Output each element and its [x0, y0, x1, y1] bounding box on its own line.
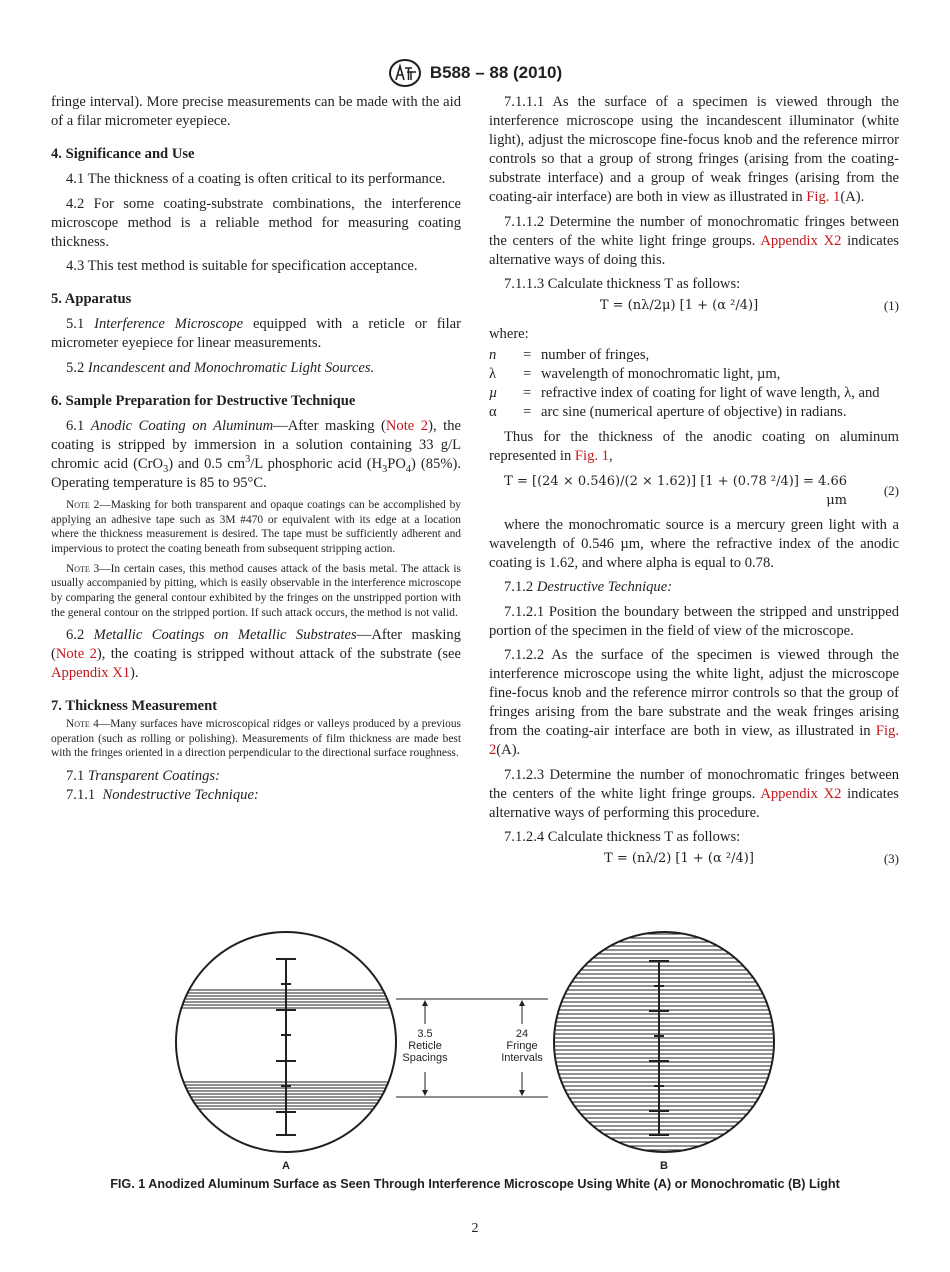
- paragraph-continuation: fringe interval). More precise measurements can be made with the aid of a filar micrometer eyepiece.: [51, 94, 461, 129]
- section-5-heading: 5. Apparatus: [51, 291, 132, 307]
- definition-row: µ = refractive index of coating for light of wave length, λ, and: [489, 385, 880, 401]
- figure-caption: FIG. 1 Anodized Aluminum Surface as Seen Through Interference Microscope Using White (A) or Monochromatic (B) Light: [110, 1177, 840, 1191]
- paragraph-7-1-1-3: 7.1.1.3 Calculate thickness T as follows:: [504, 276, 741, 292]
- figure-label-a: A: [282, 1160, 290, 1172]
- equation-3: T = (nλ/2) [1 + (α ²/4)] (3): [604, 851, 899, 866]
- paragraph-7-1-1-1: 7.1.1.1 As the surface of a specimen is viewed through the interference microscope using the incandescent illuminator (white light), adjust the microscope fine-focus knob and the reference mirror controls so that a group of strong fringes (arising from the coating-substrate interface) and a group of weak fringes (arising from the coating-air interface) are both in view as illustrated in Fig. 1(A).: [489, 94, 899, 205]
- paragraph-6-2: 6.2 Metallic Coatings on Metallic Substrates—After masking (Note 2), the coating is stripped without attack of the substrate (see Appendix X1).: [51, 627, 461, 682]
- page-header: [0, 58, 950, 93]
- fringe-intervals-label: 24 Fringe Intervals: [501, 1028, 543, 1064]
- paragraph-7-1-1: 7.1.1 Nondestructive Technique:: [66, 787, 259, 804]
- where-label: where:: [489, 326, 529, 342]
- paragraph-7-1-2-1: 7.1.2.1 Position the boundary between the stripped and unstripped portion of the specimen in the field of view of the microscope.: [489, 603, 899, 639]
- appendix-x1-link[interactable]: Appendix X1: [51, 665, 131, 682]
- equation-2: T = [(24 × 0.546)/(2 × 1.62)] [1 + (0.78 ²/4)] = 4.66 μm (2): [504, 473, 899, 508]
- definition-row: α = arc sine (numerical aperture of objective) in radians.: [489, 404, 847, 420]
- equation-1: T = (nλ/2μ) [1 + (α ²/4)] (1): [599, 298, 899, 313]
- figure-label-b: B: [660, 1160, 668, 1172]
- fig-1-link[interactable]: Fig. 1: [806, 189, 841, 205]
- note-4: Note 4—Many surfaces have microscopical ridges or valleys produced by a previous operation (such as rolling or polishing). Measurements of film thickness are made best with the fringes oriented in a direction perpendicular to the directional surface roughness.: [51, 718, 461, 760]
- paragraph-mercury-source: where the monochromatic source is a mercury green light with a wavelength of 0.546 µm, where the refractive index of the anodic coating is 1.62, and where alpha is equal to 0.78.: [489, 516, 899, 571]
- section-7-heading: 7. Thickness Measurement: [51, 698, 218, 715]
- definition-row: n = number of fringes,: [489, 347, 650, 363]
- standard-designation: B588 – 88 (2010): [429, 63, 563, 82]
- figure-1-drawing: [0, 912, 950, 1182]
- note-2-link[interactable]: Note 2: [55, 646, 97, 663]
- note-2-link[interactable]: Note 2: [385, 417, 429, 434]
- appendix-x2-link[interactable]: Appendix X2: [760, 232, 842, 249]
- symbol-definitions: [489, 346, 880, 422]
- paragraph-6-1: 6.1 Anodic Coating on Aluminum—After masking (Note 2), the coating is stripped by immersion in a solution containing 33 g/L chromic acid (CrO$_3$) and 0.5 $cm^3/L$ phosphoric acid $(H_3PO_4)$ (85%). Operating temperature is 85 to 95°C.: [51, 417, 461, 491]
- paragraph-5-2: 5.2 Incandescent and Monochromatic Light Sources.: [66, 359, 375, 376]
- section-4-heading: 4. Significance and Use: [51, 146, 195, 162]
- page-number: 2: [471, 1221, 479, 1236]
- paragraph-7-1-2-3: 7.1.2.3 Determine the number of monochromatic fringes between the centers of the white light fringe groups. Appendix X2 indicates alternative ways of performing this procedure.: [489, 766, 899, 821]
- paragraph-5-1: 5.1 Interference Microscope equipped with a reticle or filar micrometer eyepiece for linear measurements.: [51, 316, 462, 351]
- paragraph-7-1-1-2: 7.1.1.2 Determine the number of monochromatic fringes between the centers of the white light fringe groups. Appendix X2 indicates alternative ways of doing this.: [489, 213, 899, 268]
- note-3: Note 3—In certain cases, this method causes attack of the basis metal. The attack is usually accompanied by pitting, which is easily observable in the interference microscope by comparing the general contour exhibited by the fringes on the unstripped portion with the general contour on the stripped portion. If such attack occurs, the method is not valid.: [51, 562, 461, 619]
- definition-row: λ = wavelength of monochromatic light, µm,: [489, 366, 781, 382]
- section-6-heading: 6. Sample Preparation for Destructive Technique: [51, 392, 356, 409]
- fig-2-link[interactable]: Fig. 2: [489, 723, 899, 758]
- appendix-x2-link[interactable]: Appendix X2: [760, 785, 842, 802]
- reticle-spacings-label: 3.5 Reticle Spacings: [402, 1028, 448, 1064]
- paragraph-7-1: 7.1 Transparent Coatings:: [66, 768, 220, 785]
- paragraph-thus: Thus for the thickness of the anodic coating on aluminum represented in Fig. 1,: [489, 429, 899, 464]
- note-2: Note 2—Masking for both transparent and opaque coatings can be accomplished by applying an adhesive tape such as 3M #470 or equivalent with its edge at a location where the thickness measurement is desired. The tape must be sufficiently adherent and impervious to protect the coating beneath from subsequent stripping action.: [51, 499, 461, 555]
- fig-1-link[interactable]: Fig. 1: [574, 448, 609, 464]
- paragraph-7-1-2-4: 7.1.2.4 Calculate thickness T as follows:: [504, 829, 741, 845]
- paragraph-4-1: 4.1 The thickness of a coating is often critical to its performance.: [66, 171, 446, 187]
- paragraph-4-2: 4.2 For some coating-substrate combinations, the interference microscope method is a reliable method for measuring coating thickness.: [51, 195, 461, 250]
- left-column: [51, 93, 461, 811]
- paragraph-7-1-2: 7.1.2 Destructive Technique:: [504, 579, 673, 595]
- paragraph-7-1-2-2: 7.1.2.2 As the surface of the specimen is viewed through the interference microscope using the white light, adjust the microscope fine-focus knob and the reference mirror controls so that the group of fringes arising from the bare substrate and the weak fringes arising from the coating-air interface are both in view, as illustrated in Fig. 2(A).: [489, 647, 899, 758]
- astm-logo-icon: [388, 58, 422, 88]
- paragraph-4-3: 4.3 This test method is suitable for specification acceptance.: [66, 258, 418, 274]
- right-column: [489, 93, 899, 874]
- figure-1: [0, 912, 950, 1182]
